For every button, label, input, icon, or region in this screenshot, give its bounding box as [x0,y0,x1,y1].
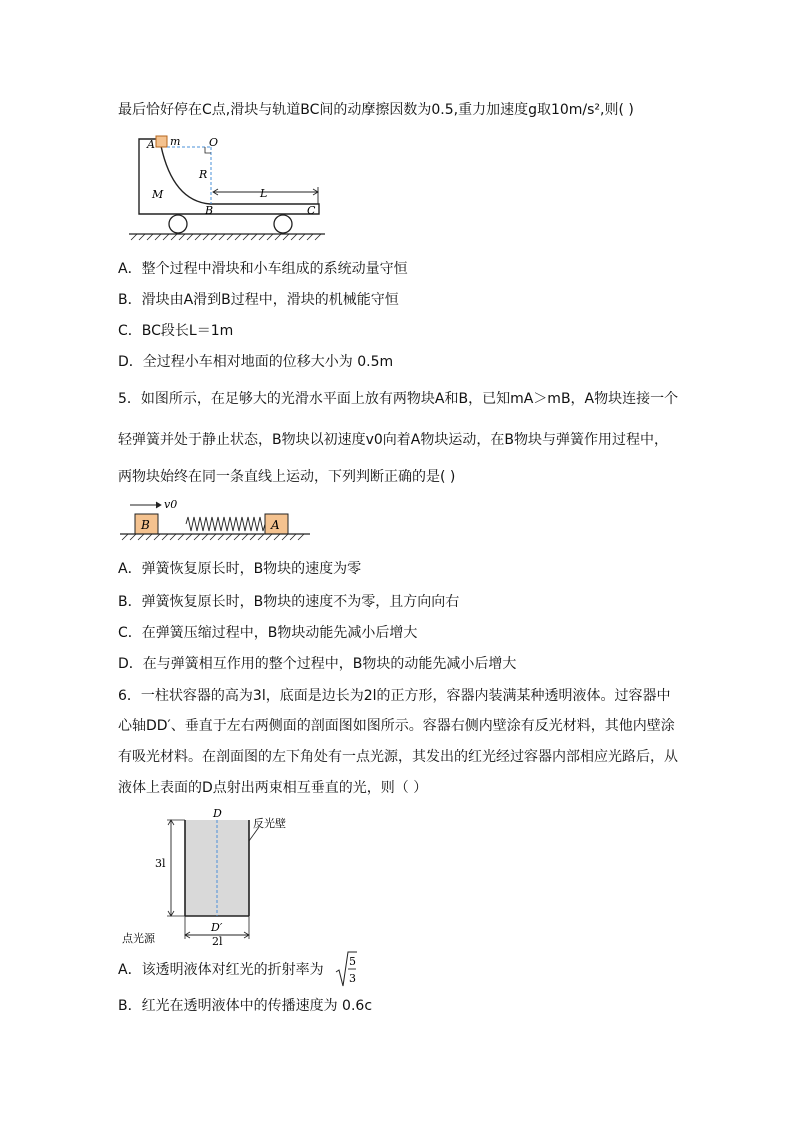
q6-option-b: B．红光在透明液体中的传播速度为 0.6c [118,998,373,1014]
block-m [156,136,167,147]
q6-figure [118,805,308,948]
v0-label: v0 [164,498,178,511]
q6-option-a-text: A．该透明液体对红光的折射率为 [118,962,324,978]
label-L: L [260,187,268,200]
label-A: A [147,138,155,151]
label-D-prime: D′ [211,921,223,934]
q5-stem-line-2: 轻弹簧并处于静止状态，B物块以初速度v0向着A物块运动，在B物块与弹簧作用过程中， [118,432,668,448]
q5-stem-line-1: 5．如图所示，在足够大的光滑水平面上放有两物块A和B，已知mA＞mB，A物块连接一个 [118,391,679,407]
label-B: B [205,204,214,217]
q5-option-d: D．在与弹簧相互作用的整个过程中，B物块的动能先减小后增大 [118,656,517,672]
wheel-left [169,215,187,233]
label-C: C [307,204,316,217]
label-m: m [170,135,181,148]
q6-option-a [118,960,324,980]
q4-option-b: B．滑块由A滑到B过程中，滑块的机械能守恒 [118,292,399,308]
label-point-source: 点光源 [122,932,155,945]
label-R: R [199,168,208,181]
block-B-label: B [141,518,150,532]
sqrt-fraction [335,950,357,988]
label-reflective-wall: 反光壁 [253,817,286,830]
q4-stem: 最后恰好停在C点,滑块与轨道BC间的动摩擦因数为0.5,重力加速度g取10m/s²,则( ) [118,102,634,118]
wheel-right [274,215,292,233]
q6-stem-line-4: 液体上表面的D点射出两束相互垂直的光，则（ ） [118,780,428,796]
q5-stem-line-3: 两物块始终在同一条直线上运动，下列判断正确的是( ) [118,469,456,485]
q4-figure [125,133,330,243]
sqrt-denominator: 3 [349,972,356,985]
label-M: M [152,188,164,201]
q4-option-c: C．BC段长L＝1m [118,323,234,339]
block-A-label: A [271,518,280,532]
q6-stem-line-1: 6．一柱状容器的高为3l，底面是边长为2l的正方形，容器内装满某种透明液体。过容器中 [118,688,671,704]
q4-option-d: D．全过程小车相对地面的位移大小为 0.5m [118,354,394,370]
cart-body [139,139,319,214]
sqrt-numerator: 5 [349,955,356,968]
q6-stem-line-3: 有吸光材料。在剖面图的左下角处有一点光源，其发出的红光经过容器内部相应光路后，从 [118,749,678,765]
label-2l: 2l [212,935,223,948]
q5-option-b: B．弹簧恢复原长时，B物块的速度不为零，且方向向右 [118,594,460,610]
label-O: O [209,136,219,149]
q5-option-c: C．在弹簧压缩过程中，B物块动能先减小后增大 [118,625,418,641]
spring [186,517,265,531]
label-3l: 3l [155,857,166,870]
label-D: D [213,807,222,820]
q5-option-a: A．弹簧恢复原长时，B物块的速度为零 [118,561,362,577]
q5-figure [118,496,313,546]
q6-stem-line-2: 心轴DD′、垂直于左右两侧面的剖面图如图所示。容器右侧内壁涂有反光材料，其他内壁涂 [118,718,675,734]
q4-option-a: A．整个过程中滑块和小车组成的系统动量守恒 [118,261,408,277]
